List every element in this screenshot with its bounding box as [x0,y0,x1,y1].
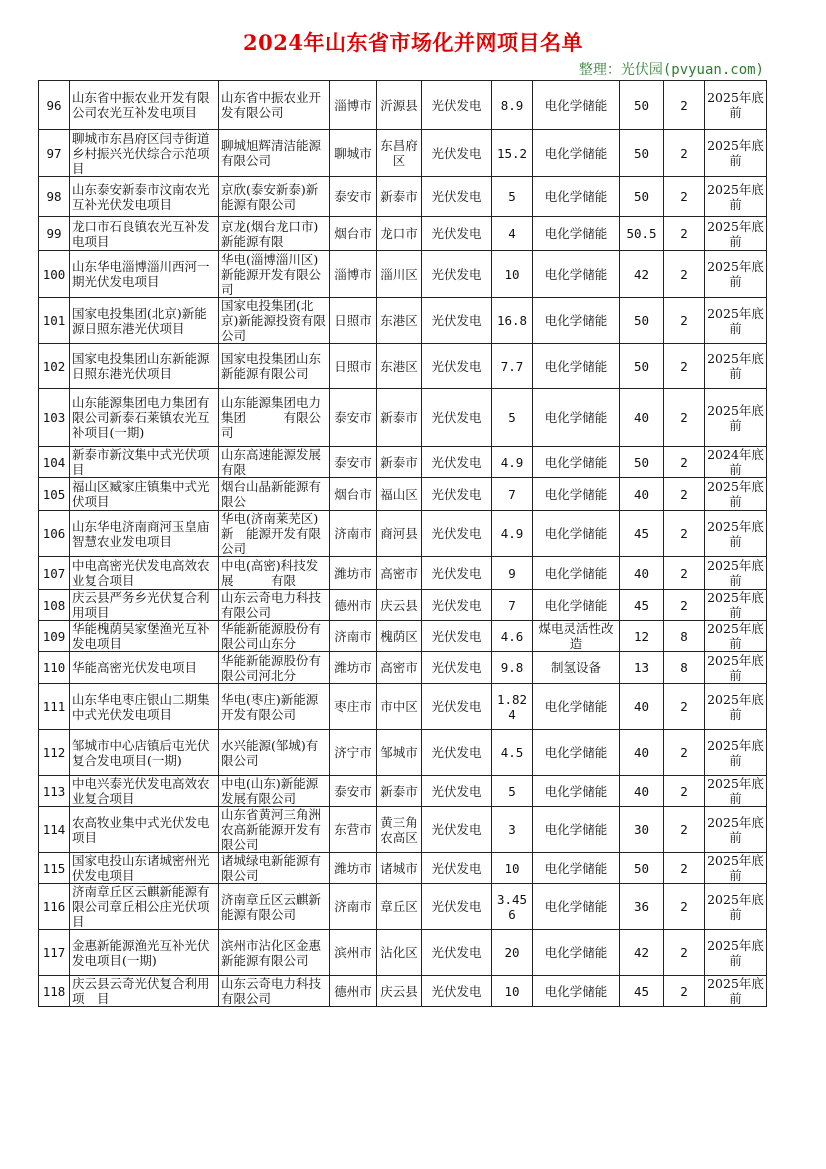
project-name-cell: 国家电投集团山东新能源日照东港光伏项目 [70,344,219,389]
city-cell: 日照市 [330,344,377,389]
storage-type-cell: 电化学储能 [533,217,620,251]
deadline-cell: 2024年底前 [705,447,767,478]
project-name-cell: 山东华电淄博淄川西河一期光伏发电项目 [70,251,219,298]
storage-ratio-cell: 12 [620,621,664,652]
storage-ratio-cell: 50 [620,298,664,344]
row-number-cell: 113 [39,776,70,807]
deadline-cell: 2025年底前 [705,930,767,976]
capacity-cell: 5 [492,776,533,807]
company-name-cell: 诸城绿电新能源有限公司 [219,853,330,884]
table-row [39,81,767,130]
capacity-cell: 8.9 [492,81,533,130]
county-cell: 高密市 [377,652,422,684]
storage-hours-cell: 2 [664,298,705,344]
city-cell: 泰安市 [330,177,377,217]
company-name-cell: 山东云奇电力科技有限公司 [219,976,330,1007]
table-row [39,557,767,590]
project-name-cell: 国家电投山东诸城密州光伏发电项目 [70,853,219,884]
deadline-cell: 2025年底前 [705,251,767,298]
table-row [39,298,767,344]
row-number-cell: 108 [39,590,70,621]
table-row [39,217,767,251]
project-table [38,80,767,1007]
county-cell: 高密市 [377,557,422,590]
city-cell: 泰安市 [330,389,377,447]
company-name-cell: 华电(枣庄)新能源开发有限公司 [219,684,330,730]
project-name-cell: 龙口市石良镇农光互补发电项目 [70,217,219,251]
storage-hours-cell: 8 [664,652,705,684]
city-cell: 济南市 [330,511,377,557]
storage-ratio-cell: 50 [620,853,664,884]
storage-hours-cell: 2 [664,730,705,776]
county-cell: 新泰市 [377,177,422,217]
table-row [39,853,767,884]
county-cell: 新泰市 [377,389,422,447]
storage-type-cell: 制氢设备 [533,652,620,684]
county-cell: 邹城市 [377,730,422,776]
storage-hours-cell: 2 [664,930,705,976]
project-name-cell: 福山区臧家庄镇集中式光伏项目 [70,478,219,511]
storage-type-cell: 电化学储能 [533,298,620,344]
table-row [39,590,767,621]
row-number-cell: 116 [39,884,70,930]
storage-type-cell: 电化学储能 [533,344,620,389]
county-cell: 商河县 [377,511,422,557]
county-cell: 黄三角农高区 [377,807,422,853]
company-name-cell: 国家电投集团山东新能源有限公司 [219,344,330,389]
storage-ratio-cell: 50 [620,344,664,389]
row-number-cell: 110 [39,652,70,684]
company-name-cell: 山东省中振农业开发有限公司 [219,81,330,130]
capacity-cell: 4 [492,217,533,251]
company-name-cell: 华能新能源股份有限公司山东分 [219,621,330,652]
city-cell: 潍坊市 [330,652,377,684]
row-number-cell: 117 [39,930,70,976]
capacity-cell: 9.8 [492,652,533,684]
storage-hours-cell: 2 [664,344,705,389]
city-cell: 济南市 [330,884,377,930]
row-number-cell: 103 [39,389,70,447]
table-row [39,511,767,557]
company-name-cell: 京欣(泰安新泰)新能源有限公司 [219,177,330,217]
project-name-cell: 农高牧业集中式光伏发电 项目 [70,807,219,853]
deadline-cell: 2025年底前 [705,557,767,590]
storage-type-cell: 电化学储能 [533,557,620,590]
project-name-cell: 国家电投集团(北京)新能源日照东港光伏项目 [70,298,219,344]
table-row [39,344,767,389]
storage-ratio-cell: 40 [620,776,664,807]
company-name-cell: 山东能源集团电力集团 有限公司 [219,389,330,447]
capacity-cell: 10 [492,976,533,1007]
storage-type-cell: 电化学储能 [533,511,620,557]
deadline-cell: 2025年底前 [705,177,767,217]
storage-type-cell: 煤电灵活性改造 [533,621,620,652]
project-name-cell: 聊城市东昌府区闫寺街道乡村振兴光伏综合示范项目 [70,130,219,177]
deadline-cell: 2025年底前 [705,853,767,884]
table-row [39,130,767,177]
deadline-cell: 2025年底前 [705,807,767,853]
capacity-cell: 3 [492,807,533,853]
row-number-cell: 98 [39,177,70,217]
storage-ratio-cell: 50 [620,130,664,177]
county-cell: 沾化区 [377,930,422,976]
deadline-cell: 2025年底前 [705,217,767,251]
storage-hours-cell: 2 [664,478,705,511]
row-number-cell: 99 [39,217,70,251]
project-name-cell: 山东泰安新泰市汶南农光互补光伏发电项目 [70,177,219,217]
capacity-cell: 1.824 [492,684,533,730]
capacity-cell: 20 [492,930,533,976]
storage-hours-cell: 2 [664,177,705,217]
capacity-cell: 9 [492,557,533,590]
project-type-cell: 光伏发电 [422,478,492,511]
table-row [39,478,767,511]
table-row [39,807,767,853]
city-cell: 烟台市 [330,478,377,511]
table-row [39,389,767,447]
table-row [39,177,767,217]
storage-ratio-cell: 40 [620,389,664,447]
row-number-cell: 107 [39,557,70,590]
company-name-cell: 烟台山晶新能源有限公 [219,478,330,511]
city-cell: 烟台市 [330,217,377,251]
capacity-cell: 4.6 [492,621,533,652]
row-number-cell: 111 [39,684,70,730]
capacity-cell: 15.2 [492,130,533,177]
row-number-cell: 102 [39,344,70,389]
storage-hours-cell: 2 [664,389,705,447]
project-name-cell: 华能槐荫吴家堡渔光互补发电项目 [70,621,219,652]
project-name-cell: 新泰市新汶集中式光伏项目 [70,447,219,478]
storage-hours-cell: 2 [664,130,705,177]
capacity-cell: 7 [492,478,533,511]
table-row [39,251,767,298]
project-type-cell: 光伏发电 [422,557,492,590]
county-cell: 福山区 [377,478,422,511]
project-type-cell: 光伏发电 [422,298,492,344]
project-name-cell: 山东华电济南商河玉皇庙智慧农业发电项目 [70,511,219,557]
storage-type-cell: 电化学储能 [533,478,620,511]
city-cell: 滨州市 [330,930,377,976]
storage-type-cell: 电化学储能 [533,930,620,976]
row-number-cell: 104 [39,447,70,478]
city-cell: 潍坊市 [330,557,377,590]
table-row [39,884,767,930]
project-name-cell: 华能高密光伏发电项目 [70,652,219,684]
storage-type-cell: 电化学储能 [533,590,620,621]
city-cell: 泰安市 [330,776,377,807]
project-type-cell: 光伏发电 [422,776,492,807]
city-cell: 济南市 [330,621,377,652]
row-number-cell: 101 [39,298,70,344]
project-type-cell: 光伏发电 [422,652,492,684]
county-cell: 东港区 [377,298,422,344]
row-number-cell: 105 [39,478,70,511]
county-cell: 市中区 [377,684,422,730]
storage-hours-cell: 2 [664,976,705,1007]
capacity-cell: 4.9 [492,511,533,557]
storage-ratio-cell: 45 [620,976,664,1007]
storage-hours-cell: 2 [664,590,705,621]
storage-ratio-cell: 36 [620,884,664,930]
city-cell: 聊城市 [330,130,377,177]
project-name-cell: 金惠新能源渔光互补光伏发电项目(一期) [70,930,219,976]
capacity-cell: 7 [492,590,533,621]
storage-hours-cell: 2 [664,884,705,930]
project-name-cell: 中电兴泰光伏发电高效农业复合项目 [70,776,219,807]
company-name-cell: 中电(高密)科技发展 有限 [219,557,330,590]
deadline-cell: 2025年底前 [705,976,767,1007]
storage-hours-cell: 2 [664,511,705,557]
project-type-cell: 光伏发电 [422,853,492,884]
storage-hours-cell: 2 [664,776,705,807]
storage-hours-cell: 2 [664,251,705,298]
storage-hours-cell: 8 [664,621,705,652]
row-number-cell: 114 [39,807,70,853]
storage-hours-cell: 2 [664,557,705,590]
project-type-cell: 光伏发电 [422,511,492,557]
storage-ratio-cell: 50 [620,447,664,478]
deadline-cell: 2025年底前 [705,776,767,807]
storage-ratio-cell: 50.5 [620,217,664,251]
city-cell: 德州市 [330,590,377,621]
storage-type-cell: 电化学储能 [533,251,620,298]
deadline-cell: 2025年底前 [705,511,767,557]
city-cell: 淄博市 [330,251,377,298]
company-name-cell: 国家电投集团(北京)新能源投资有限公司 [219,298,330,344]
company-name-cell: 水兴能源(邹城)有限公司 [219,730,330,776]
company-name-cell: 山东高速能源发展有限 [219,447,330,478]
city-cell: 淄博市 [330,81,377,130]
storage-ratio-cell: 50 [620,81,664,130]
county-cell: 槐荫区 [377,621,422,652]
deadline-cell: 2025年底前 [705,389,767,447]
company-name-cell: 华电(济南莱芜区)新 能源开发有限公司 [219,511,330,557]
row-number-cell: 97 [39,130,70,177]
company-name-cell: 中电(山东)新能源发展有限公司 [219,776,330,807]
storage-type-cell: 电化学储能 [533,684,620,730]
storage-hours-cell: 2 [664,684,705,730]
deadline-cell: 2025年底前 [705,684,767,730]
storage-type-cell: 电化学储能 [533,177,620,217]
table-row [39,930,767,976]
company-name-cell: 华电(淄博淄川区)新能源开发有限公司 [219,251,330,298]
row-number-cell: 106 [39,511,70,557]
row-number-cell: 115 [39,853,70,884]
capacity-cell: 5 [492,389,533,447]
table-body [39,81,767,1007]
storage-ratio-cell: 40 [620,478,664,511]
row-number-cell: 118 [39,976,70,1007]
project-name-cell: 山东省中振农业开发有限公司农光互补发电项目 [70,81,219,130]
project-type-cell: 光伏发电 [422,930,492,976]
city-cell: 枣庄市 [330,684,377,730]
project-type-cell: 光伏发电 [422,807,492,853]
storage-type-cell: 电化学储能 [533,884,620,930]
storage-ratio-cell: 30 [620,807,664,853]
storage-hours-cell: 2 [664,853,705,884]
storage-type-cell: 电化学储能 [533,447,620,478]
city-cell: 德州市 [330,976,377,1007]
project-name-cell: 庆云县严务乡光伏复合利用项目 [70,590,219,621]
project-type-cell: 光伏发电 [422,130,492,177]
county-cell: 沂源县 [377,81,422,130]
county-cell: 庆云县 [377,590,422,621]
capacity-cell: 16.8 [492,298,533,344]
project-type-cell: 光伏发电 [422,590,492,621]
county-cell: 东昌府区 [377,130,422,177]
project-name-cell: 济南章丘区云麒新能源有限公司章丘相公庄光伏项目 [70,884,219,930]
storage-ratio-cell: 40 [620,557,664,590]
deadline-cell: 2025年底前 [705,621,767,652]
project-type-cell: 光伏发电 [422,684,492,730]
project-type-cell: 光伏发电 [422,177,492,217]
deadline-cell: 2025年底前 [705,478,767,511]
storage-ratio-cell: 45 [620,590,664,621]
company-name-cell: 山东省黄河三角洲农高新能源开发有限公司 [219,807,330,853]
row-number-cell: 96 [39,81,70,130]
storage-type-cell: 电化学储能 [533,853,620,884]
storage-ratio-cell: 42 [620,251,664,298]
capacity-cell: 4.5 [492,730,533,776]
table-row [39,730,767,776]
storage-ratio-cell: 40 [620,684,664,730]
page-title: 2024年山东省市场化并网项目名单 [243,30,583,55]
deadline-cell: 2025年底前 [705,344,767,389]
project-name-cell: 庆云县云奇光伏复合利用项 目 [70,976,219,1007]
storage-type-cell: 电化学储能 [533,976,620,1007]
project-name-cell: 山东能源集团电力集团有限公司新泰石莱镇农光互补项目(一期) [70,389,219,447]
row-number-cell: 109 [39,621,70,652]
project-name-cell: 中电高密光伏发电高效农业复合项目 [70,557,219,590]
storage-type-cell: 电化学储能 [533,730,620,776]
storage-ratio-cell: 50 [620,177,664,217]
storage-type-cell: 电化学储能 [533,130,620,177]
storage-ratio-cell: 13 [620,652,664,684]
deadline-cell: 2025年底前 [705,298,767,344]
storage-ratio-cell: 40 [620,730,664,776]
project-type-cell: 光伏发电 [422,217,492,251]
company-name-cell: 聊城旭辉清洁能源有限公司 [219,130,330,177]
capacity-cell: 3.456 [492,884,533,930]
table-row [39,776,767,807]
project-type-cell: 光伏发电 [422,730,492,776]
storage-hours-cell: 2 [664,217,705,251]
city-cell: 泰安市 [330,447,377,478]
project-type-cell: 光伏发电 [422,389,492,447]
deadline-cell: 2025年底前 [705,884,767,930]
table-row [39,447,767,478]
row-number-cell: 112 [39,730,70,776]
county-cell: 庆云县 [377,976,422,1007]
storage-type-cell: 电化学储能 [533,807,620,853]
project-type-cell: 光伏发电 [422,251,492,298]
deadline-cell: 2025年底前 [705,652,767,684]
deadline-cell: 2025年底前 [705,590,767,621]
table-row [39,684,767,730]
county-cell: 章丘区 [377,884,422,930]
county-cell: 东港区 [377,344,422,389]
company-name-cell: 华能新能源股份有限公司河北分 [219,652,330,684]
project-type-cell: 光伏发电 [422,447,492,478]
storage-ratio-cell: 45 [620,511,664,557]
county-cell: 新泰市 [377,776,422,807]
project-name-cell: 邹城市中心店镇后屯光伏复合发电项目(一期) [70,730,219,776]
company-name-cell: 济南章丘区云麒新能源有限公司 [219,884,330,930]
company-name-cell: 山东云奇电力科技有限公司 [219,590,330,621]
project-type-cell: 光伏发电 [422,81,492,130]
county-cell: 龙口市 [377,217,422,251]
capacity-cell: 5 [492,177,533,217]
project-name-cell: 山东华电枣庄银山二期集中式光伏发电项目 [70,684,219,730]
deadline-cell: 2025年底前 [705,81,767,130]
capacity-cell: 10 [492,853,533,884]
capacity-cell: 4.9 [492,447,533,478]
table-row [39,652,767,684]
storage-hours-cell: 2 [664,81,705,130]
county-cell: 新泰市 [377,447,422,478]
project-type-cell: 光伏发电 [422,884,492,930]
company-name-cell: 京龙(烟台龙口市)新能源有限 [219,217,330,251]
capacity-cell: 10 [492,251,533,298]
storage-type-cell: 电化学储能 [533,81,620,130]
storage-hours-cell: 2 [664,447,705,478]
city-cell: 济宁市 [330,730,377,776]
city-cell: 日照市 [330,298,377,344]
city-cell: 潍坊市 [330,853,377,884]
project-type-cell: 光伏发电 [422,621,492,652]
company-name-cell: 滨州市沾化区金惠新能源有限公司 [219,930,330,976]
row-number-cell: 100 [39,251,70,298]
storage-type-cell: 电化学储能 [533,389,620,447]
project-type-cell: 光伏发电 [422,344,492,389]
table-row [39,621,767,652]
county-cell: 淄川区 [377,251,422,298]
storage-hours-cell: 2 [664,807,705,853]
source-credit: 整理：光伏园(pvyuan.com) [578,62,764,78]
city-cell: 东营市 [330,807,377,853]
capacity-cell: 7.7 [492,344,533,389]
county-cell: 诸城市 [377,853,422,884]
project-type-cell: 光伏发电 [422,976,492,1007]
storage-ratio-cell: 42 [620,930,664,976]
deadline-cell: 2025年底前 [705,130,767,177]
storage-type-cell: 电化学储能 [533,776,620,807]
table-row [39,976,767,1007]
deadline-cell: 2025年底前 [705,730,767,776]
